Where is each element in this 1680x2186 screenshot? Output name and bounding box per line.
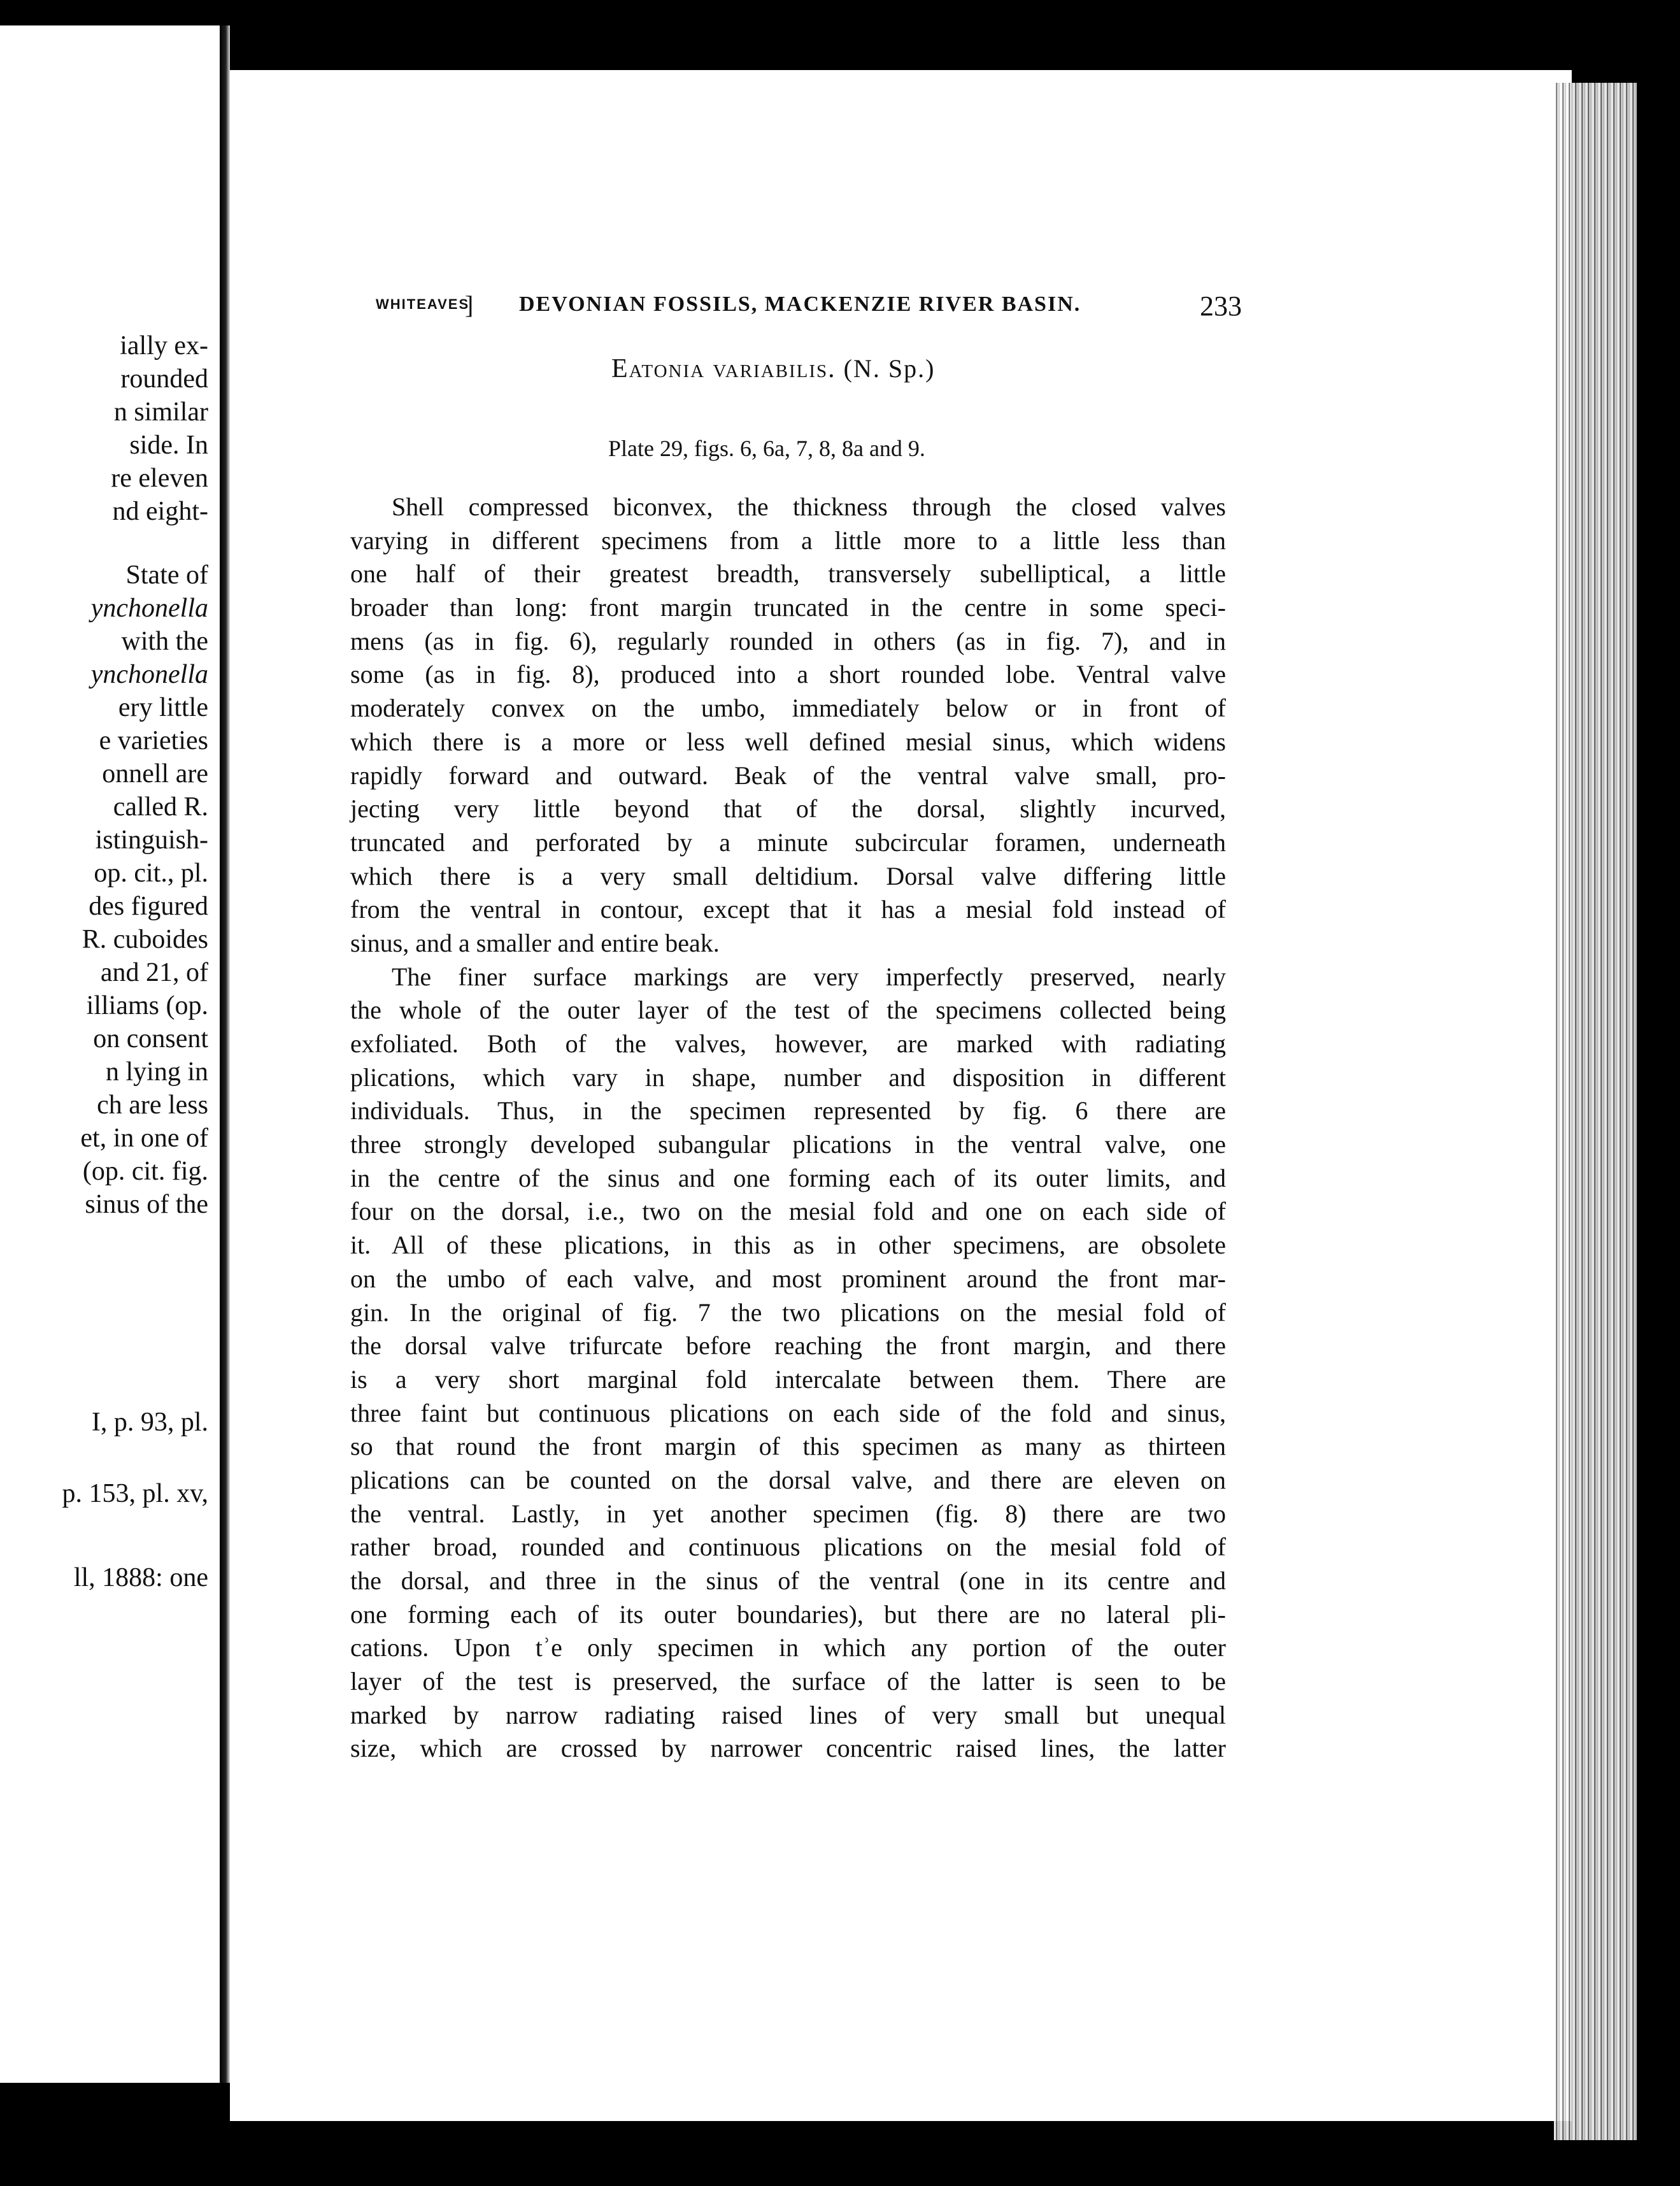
text-line: plications, which vary in shape, number and disposition in different (350, 1062, 1226, 1092)
book-gutter (220, 25, 230, 2083)
text-line: marked by narrow radiating raised lines of very small but unequal (350, 1700, 1226, 1729)
facing-text-line: R. cuboides (82, 925, 208, 954)
facing-text-line: rounded (120, 364, 208, 394)
facing-text-line: side. In (129, 431, 208, 460)
facing-text-line: et, in one of (80, 1124, 208, 1153)
text-line: layer of the test is preserved, the surface of the latter is seen to be (350, 1667, 1226, 1696)
facing-text-line: istinguish- (95, 825, 208, 855)
facing-text-line: ery little (118, 693, 208, 722)
text-line: rapidly forward and outward. Beak of the ventral valve small, pro- (350, 761, 1226, 790)
text-line: some (as in fig. 8), produced into a short rounded lobe. Ventral valve (350, 660, 1226, 689)
text-line: one half of their greatest breadth, transversely subelliptical, a little (350, 559, 1226, 589)
facing-text-line: p. 153, pl. xv, (62, 1479, 208, 1508)
facing-text-line: op. cit., pl. (94, 859, 208, 888)
facing-text-line: with the (121, 627, 208, 656)
text-line: which there is a more or less well defined mesial sinus, which widens (350, 727, 1226, 756)
plate-reference: Plate 29, figs. 6, 6a, 7, 8, 8a and 9. (608, 436, 925, 461)
running-head-author: WHITEAVES (376, 296, 470, 312)
text-line: gin. In the original of fig. 7 the two plications on the mesial fold of (350, 1297, 1226, 1327)
text-line: from the ventral in contour, except that it has a mesial fold instead of (350, 895, 1226, 924)
facing-text-line: n lying in (105, 1057, 208, 1087)
page-number: 233 (1200, 290, 1242, 322)
facing-text-line: ynchonella (90, 594, 208, 623)
facing-text-line: sinus of the (85, 1190, 208, 1219)
text-line: cations. Upon tʾe only specimen in which any portion of the outer (350, 1633, 1226, 1662)
text-line: jecting very little beyond that of the dorsal, slightly incurved, (350, 794, 1226, 824)
text-line: is a very short marginal fold intercalate between them. There are (350, 1364, 1226, 1394)
text-line: rather broad, rounded and continuous plications on the mesial fold of (350, 1532, 1226, 1562)
facing-text-line: e varieties (99, 726, 208, 755)
text-line: the ventral. Lastly, in yet another specimen (fig. 8) there are two (350, 1499, 1226, 1528)
facing-text-line: on consent (93, 1024, 208, 1054)
page-edges (1554, 83, 1637, 2140)
facing-text-line: State of (125, 561, 208, 590)
text-line: on the umbo of each valve, and most prominent around the front mar- (350, 1264, 1226, 1293)
text-line: broader than long: front margin truncated in the centre in some speci- (350, 593, 1226, 622)
facing-text-line: ynchonella (90, 660, 208, 689)
description-text (350, 490, 1226, 1766)
text-line: one forming each of its outer boundaries), but there are no lateral pli- (350, 1599, 1226, 1629)
facing-text-line: illiams (op. (86, 991, 208, 1020)
facing-text-line: I, p. 93, pl. (91, 1408, 208, 1437)
text-line: the dorsal valve trifurcate before reaching the front margin, and there (350, 1331, 1226, 1361)
text-line: in the centre of the sinus and one forming each of its outer limits, and (350, 1163, 1226, 1192)
text-line: the dorsal, and three in the sinus of the ventral (one in its centre and (350, 1566, 1226, 1595)
text-line: the whole of the outer layer of the test of the specimens collected being (350, 996, 1226, 1025)
text-line: varying in different specimens from a little more to a little less than (350, 525, 1226, 555)
facing-text-line: ll, 1888: one (73, 1563, 208, 1592)
facing-text-line: des figured (89, 892, 208, 921)
species-name: Eatonia variabilis. (611, 354, 836, 383)
text-line: so that round the front margin of this specimen as many as thirteen (350, 1432, 1226, 1461)
facing-text-line: nd eight- (112, 497, 208, 526)
facing-text-line: and 21, of (100, 958, 208, 987)
text-line: individuals. Thus, in the specimen represented by fig. 6 there are (350, 1096, 1226, 1125)
facing-text-line: n similar (113, 397, 208, 427)
facing-text-line: (op. cit. fig. (82, 1157, 208, 1186)
text-line: truncated and perforated by a minute subcircular foramen, underneath (350, 827, 1226, 857)
text-line: moderately convex on the umbo, immediately below or in front of (350, 694, 1226, 723)
text-line: exfoliated. Both of the valves, however, are marked with radiating (350, 1029, 1226, 1058)
text-line: which there is a very small deltidium. Dorsal valve differing little (350, 861, 1226, 890)
facing-text-line: ially ex- (120, 331, 208, 361)
text-line: it. All of these plications, in this as in other specimens, are obsolete (350, 1231, 1226, 1260)
running-head-title: DEVONIAN FOSSILS, MACKENZIE RIVER BASIN. (519, 292, 1081, 316)
running-head (376, 290, 1242, 328)
text-line: three faint but continuous plications on each side of the fold and sinus, (350, 1398, 1226, 1427)
facing-text-line: ch are less (97, 1090, 208, 1120)
species-note: (N. Sp.) (843, 354, 936, 383)
species-heading (611, 354, 935, 384)
text-line: three strongly developed subangular plications in the ventral valve, one (350, 1130, 1226, 1159)
text-line: size, which are crossed by narrower concentric raised lines, the latter (350, 1734, 1226, 1763)
facing-text-line: re eleven (111, 464, 208, 493)
text-line: The finer surface markings are very imperfectly preserved, nearly (392, 962, 1226, 991)
facing-text-line: onnell are (102, 759, 208, 789)
text-line: mens (as in fig. 6), regularly rounded in others (as in fig. 7), and in (350, 626, 1226, 655)
facing-text-line: called R. (113, 792, 208, 822)
text-line: plications can be counted on the dorsal valve, and there are eleven on (350, 1465, 1226, 1494)
facing-page-fragment (0, 25, 220, 2083)
text-line: four on the dorsal, i.e., two on the mesial fold and one on each side of (350, 1197, 1226, 1226)
text-line: sinus, and a smaller and entire beak. (350, 928, 720, 957)
text-line: Shell compressed biconvex, the thickness through the closed valves (392, 492, 1226, 521)
running-head-bracket: ] (465, 290, 474, 319)
